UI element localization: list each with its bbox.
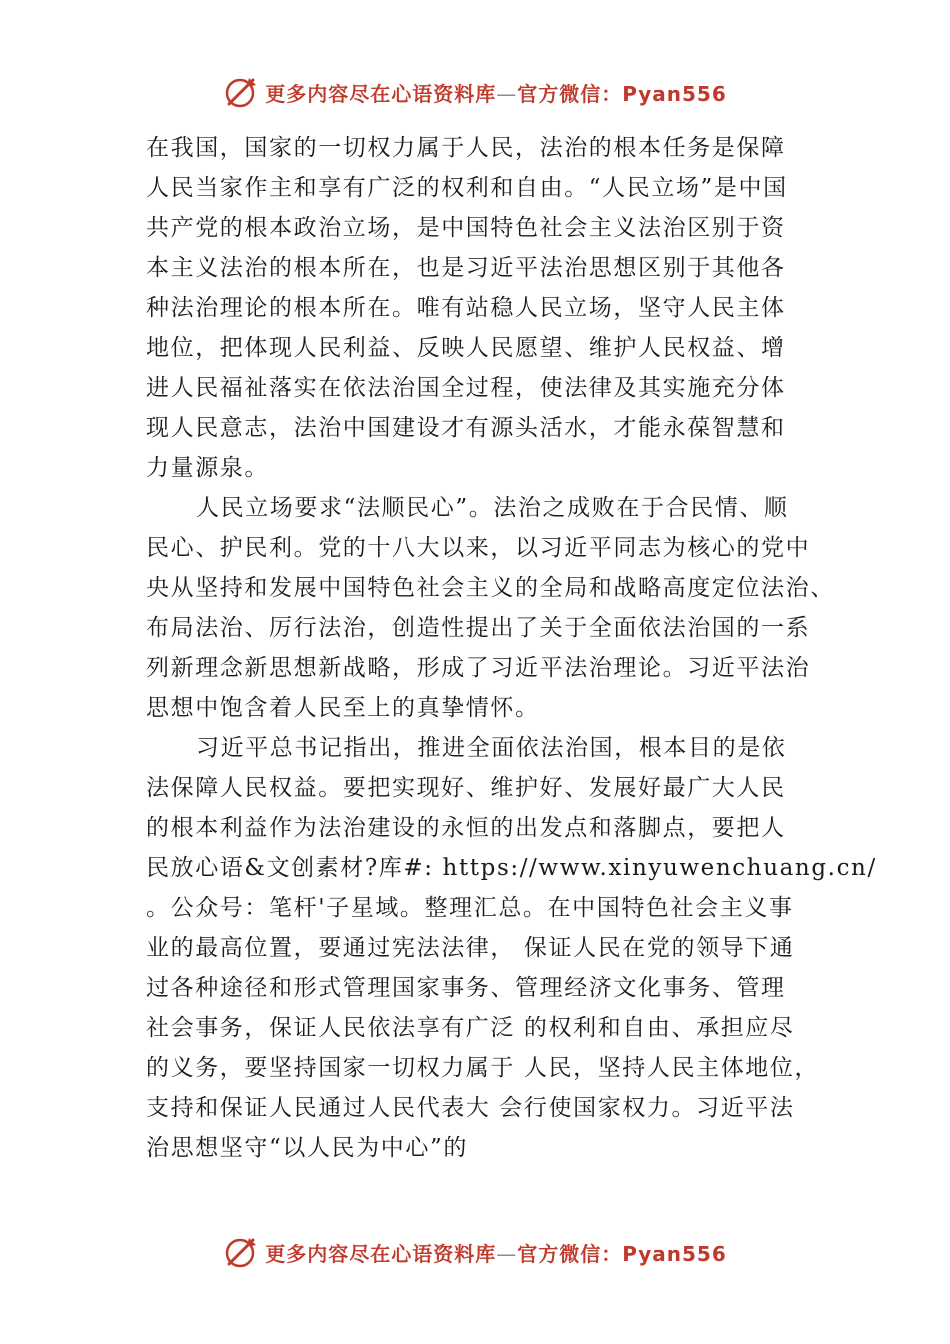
pen-logo-icon bbox=[223, 1234, 259, 1270]
text-line: 央从坚持和发展中国特色社会主义的全局和战略高度定位法治、 bbox=[146, 575, 835, 601]
text-line: 现人民意志，法治中国建设才有源头活水，才能永葆智慧和 bbox=[146, 415, 786, 441]
text-line: 习近平总书记指出，推进全面依法治国，根本目的是依 bbox=[196, 735, 787, 761]
paragraph-1 bbox=[146, 128, 826, 488]
text-line: 的根本利益作为法治建设的永恒的出发点和落脚点，要把人 bbox=[146, 815, 786, 841]
text-line: 进人民福祉落实在依法治国全过程，使法律及其实施充分体 bbox=[146, 375, 786, 401]
text-line: 支持和保证人民通过人民代表大 会行使国家权力。习近平法 bbox=[146, 1095, 795, 1121]
paragraph-3 bbox=[146, 728, 877, 1168]
text-line: 地位，把体现人民利益、反映人民愿望、维护人民权益、增 bbox=[146, 335, 786, 361]
footer-watermark bbox=[0, 1232, 950, 1272]
text-line: 种法治理论的根本所在。唯有站稳人民立场，坚守人民主体 bbox=[146, 295, 786, 321]
text-line: 在我国，国家的一切权力属于人民，法治的根本任务是保障 bbox=[146, 135, 786, 161]
text-line: 力量源泉。 bbox=[146, 455, 269, 481]
header-watermark bbox=[0, 72, 950, 112]
text-line: 人民立场要求“法顺民心”。法治之成败在于合民情、顺 bbox=[196, 495, 789, 521]
text-line: 共产党的根本政治立场，是中国特色社会主义法治区别于资 bbox=[146, 215, 786, 241]
text-line: 思想中饱含着人民至上的真挚情怀。 bbox=[146, 695, 540, 721]
watermark-text: 更多内容尽在心语资料库—官方微信：Pyan556 bbox=[265, 1241, 727, 1266]
text-line: 业的最高位置，要通过宪法法律， 保证人民在党的领导下通 bbox=[146, 935, 795, 961]
paragraph-2 bbox=[146, 488, 835, 728]
text-line: 法保障人民权益。要把实现好、维护好、发展好最广大人民 bbox=[146, 775, 786, 801]
text-line: 民心、护民利。党的十八大以来，以习近平同志为核心的党中 bbox=[146, 535, 811, 561]
text-line: 过各种途径和形式管理国家事务、管理经济文化事务、管理 bbox=[146, 975, 786, 1001]
watermark-text: 更多内容尽在心语资料库—官方微信：Pyan556 bbox=[265, 81, 727, 106]
text-line: 本主义法治的根本所在，也是习近平法治思想区别于其他各 bbox=[146, 255, 786, 281]
text-line: 的义务，要坚持国家一切权力属于 人民，坚持人民主体地位， bbox=[146, 1055, 820, 1081]
text-line: 。公众号：笔杆'子星域。整理汇总。在中国特色社会主义事 bbox=[146, 895, 794, 921]
text-line: 布局法治、厉行法治，创造性提出了关于全面依法治国的一系 bbox=[146, 615, 811, 641]
document-body bbox=[146, 128, 877, 1168]
text-line: 民放心语&文创素材?库#: https://www.xinyuwenchuang.cn/ bbox=[146, 855, 877, 881]
text-line: 人民当家作主和享有广泛的权利和自由。“人民立场”是中国 bbox=[146, 175, 788, 201]
text-line: 治思想坚守“以人民为中心”的 bbox=[146, 1135, 468, 1161]
pen-logo-icon bbox=[223, 74, 259, 110]
text-line: 列新理念新思想新战略，形成了习近平法治理论。习近平法治 bbox=[146, 655, 811, 681]
text-line: 社会事务，保证人民依法享有广泛 的权利和自由、承担应尽 bbox=[146, 1015, 795, 1041]
